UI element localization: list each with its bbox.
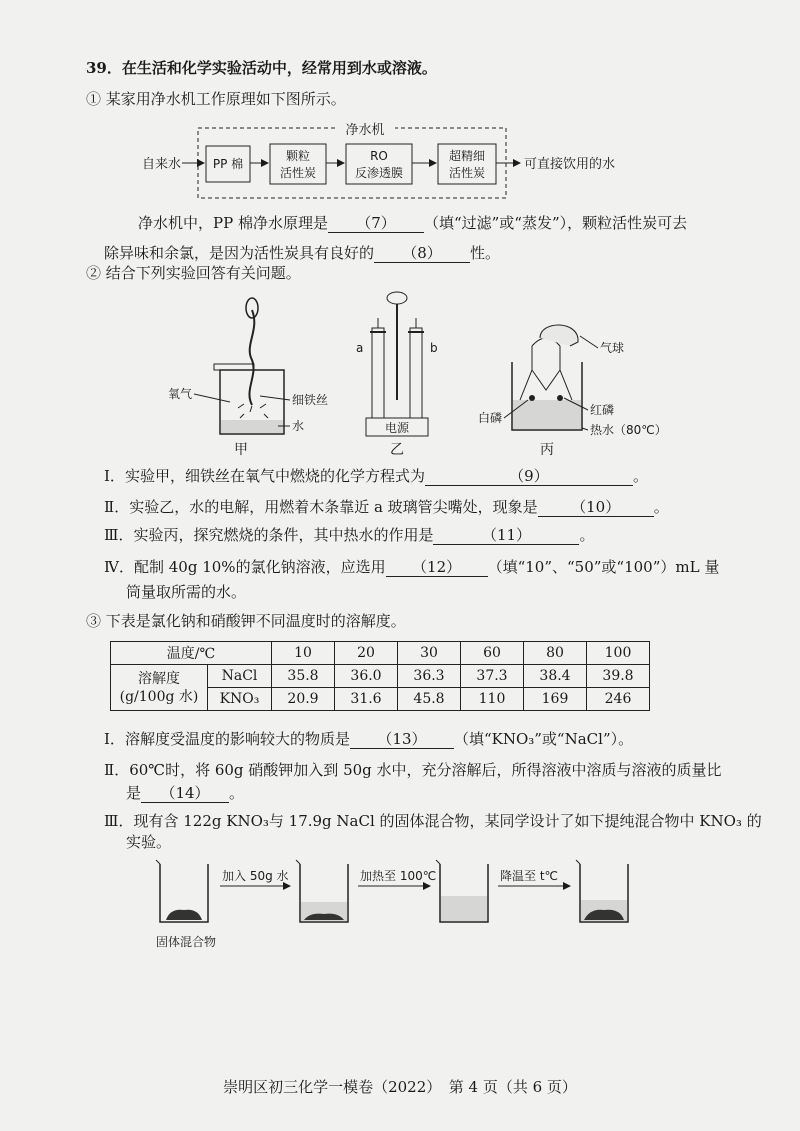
blank-8[interactable]: （8） [374, 244, 470, 263]
q-text: 实验丙，探究燃烧的条件，其中热水的作用是 [133, 526, 434, 544]
q-end: 。 [653, 498, 669, 516]
q-text: 实验乙，水的电解，用燃着木条靠近 a 玻璃管尖嘴处，现象是 [129, 498, 538, 516]
input-label: 自来水 [142, 157, 182, 172]
power-label: 电源 [384, 421, 410, 435]
iron-wire-label: 细铁丝 [292, 393, 329, 407]
arrow2-label: 加热至 100℃ [360, 869, 437, 883]
table-row-nacl [111, 665, 650, 688]
blank-9[interactable]: （9） [425, 467, 633, 486]
q-end: （填“KNO₃”或“NaCl”）。 [453, 730, 634, 748]
q-text: 实验甲，细铁丝在氧气中燃烧的化学方程式为 [124, 467, 425, 485]
substance-name: NaCl [208, 665, 272, 688]
q-number: Ⅰ． [104, 467, 125, 485]
q-number: Ⅱ． [104, 761, 130, 779]
figure-yi [356, 292, 438, 458]
figure-yi-label: 乙 [390, 442, 404, 458]
solubility-label [111, 665, 208, 711]
step-1-label: PP 棉 [212, 157, 244, 171]
question-39-intro: 39．在生活和化学实验活动中，经常用到水或溶液。 [86, 59, 437, 77]
blank-14[interactable]: （14） [141, 784, 229, 803]
beaker-3 [436, 860, 488, 922]
part1-q-line1 [138, 213, 687, 233]
substance-name: KNO₃ [208, 688, 272, 711]
part2-q4-cont: 筒量取所需的水。 [126, 583, 247, 601]
step-2-label-1: 颗粒 [285, 149, 311, 163]
part1-heading: ① 某家用净水机工作原理如下图所示。 [86, 90, 346, 108]
part2-q3 [104, 525, 595, 545]
temp-cell: 10 [272, 642, 335, 665]
table-cell: 36.3 [398, 665, 461, 688]
q-text: （填“过滤”或“蒸发”），颗粒活性炭可去 [423, 214, 688, 232]
q-text: 60℃时，将 60g 硝酸钾加入到 50g 水中，充分溶解后，所得溶液中溶质与溶液的质量比 [129, 761, 722, 779]
tube-a-label: a [356, 341, 364, 355]
blank-10[interactable]: （10） [538, 498, 654, 517]
part3-q3-cont: 实验。 [126, 833, 172, 851]
solubility-label-1: 溶解度 [138, 670, 180, 687]
part3-q2 [104, 760, 722, 780]
figure-bing [478, 325, 667, 458]
output-label: 可直接饮用的水 [524, 157, 616, 172]
arrow1-label: 加入 50g 水 [222, 869, 289, 883]
q-end: 。 [229, 784, 245, 802]
arrow3-label: 降温至 t℃ [500, 869, 558, 883]
iron-wire [249, 310, 254, 405]
page-footer: 崇明区初三化学一模卷（2022） 第 4 页（共 6 页） [223, 1078, 577, 1096]
experiment-figures [160, 290, 700, 470]
beaker-4 [576, 860, 628, 922]
beaker-1 [156, 860, 208, 922]
hot-water-label: 热水（80℃） [590, 423, 667, 437]
solubility-label-2: (g/100g 水) [119, 688, 199, 705]
q-number: Ⅳ． [104, 558, 134, 576]
blank-11[interactable]: （11） [433, 526, 579, 545]
q-text: 溶解度受温度的影响较大的物质是 [124, 730, 350, 748]
table-header-row [111, 642, 650, 665]
part2-q4 [104, 557, 719, 577]
part2-heading: ② 结合下列实验回答有关问题。 [86, 264, 301, 282]
q-text: 性。 [470, 244, 501, 262]
q-number: Ⅱ． [104, 498, 130, 516]
temp-cell: 20 [335, 642, 398, 665]
table-cell: 169 [524, 688, 587, 711]
blank-13[interactable]: （13） [350, 730, 454, 749]
temp-cell: 30 [398, 642, 461, 665]
temp-cell: 80 [524, 642, 587, 665]
table-cell: 31.6 [335, 688, 398, 711]
table-cell: 20.9 [272, 688, 335, 711]
step-3-label-1: RO [370, 149, 388, 163]
table-cell: 38.4 [524, 665, 587, 688]
part2-q2 [104, 497, 669, 517]
beaker-2 [296, 860, 348, 922]
q-text: 配制 40g 10%的氯化钠溶液，应选用 [134, 558, 386, 576]
temp-cell: 60 [461, 642, 524, 665]
purifier-title: 净水机 [345, 123, 385, 138]
purification-flow-diagram [150, 856, 670, 956]
white-phosphorus-label: 白磷 [478, 411, 503, 425]
q-text: 除异味和余氯，是因为活性炭具有良好的 [104, 244, 375, 262]
purifier-dashed-box [198, 128, 506, 198]
q-number: Ⅲ． [104, 812, 134, 830]
part2-q1 [104, 466, 648, 486]
part3-q1 [104, 729, 633, 749]
part3-heading: ③ 下表是氯化钠和硝酸钾不同温度时的溶解度。 [86, 612, 406, 630]
q-end: 。 [579, 526, 595, 544]
step-4-label-1: 超精细 [448, 149, 486, 163]
tube-b [410, 328, 422, 418]
q-end: 。 [632, 467, 648, 485]
solid-mixture-label: 固体混合物 [156, 935, 217, 949]
temp-header: 温度/℃ [111, 642, 272, 665]
water-purifier-diagram [140, 122, 740, 204]
figure-jia-label: 甲 [234, 442, 248, 458]
tube-b-label: b [430, 341, 438, 355]
table-cell: 37.3 [461, 665, 524, 688]
table-cell: 246 [587, 688, 650, 711]
part1-q-line2 [104, 243, 500, 263]
step-3-label-2: 反渗透膜 [354, 166, 404, 180]
oxygen-label: 氧气 [168, 387, 193, 401]
balloon-label: 气球 [600, 341, 625, 355]
q-text: 现有含 122g KNO₃与 17.9g NaCl 的固体混合物，某同学设计了如下提纯混合物中 KNO₃ 的 [133, 812, 762, 830]
table-cell: 35.8 [272, 665, 335, 688]
tube-a [372, 328, 384, 418]
figure-bing-label: 丙 [540, 442, 554, 458]
blank-7[interactable]: （7） [328, 214, 424, 233]
q-number: Ⅰ． [104, 730, 125, 748]
q-text: 是 [126, 784, 142, 802]
part3-q2-cont [126, 783, 244, 803]
q-text: （填“10”、“50”或“100”）mL 量 [487, 558, 720, 576]
table-cell: 36.0 [335, 665, 398, 688]
part3-q3 [104, 811, 762, 831]
balloon [540, 325, 578, 346]
table-cell: 110 [461, 688, 524, 711]
solubility-table [110, 641, 650, 711]
q-number: Ⅲ． [104, 526, 134, 544]
red-phosphorus-label: 红磷 [590, 403, 615, 417]
step-4-label-2: 活性炭 [448, 166, 486, 180]
blank-12[interactable]: （12） [386, 558, 488, 577]
temp-cell: 100 [587, 642, 650, 665]
table-cell: 39.8 [587, 665, 650, 688]
water-label-jia: 水 [292, 419, 305, 433]
figure-jia [168, 298, 328, 458]
step-2-label-2: 活性炭 [279, 166, 317, 180]
table-cell: 45.8 [398, 688, 461, 711]
q-text: 净水机中，PP 棉净水原理是 [138, 214, 328, 232]
